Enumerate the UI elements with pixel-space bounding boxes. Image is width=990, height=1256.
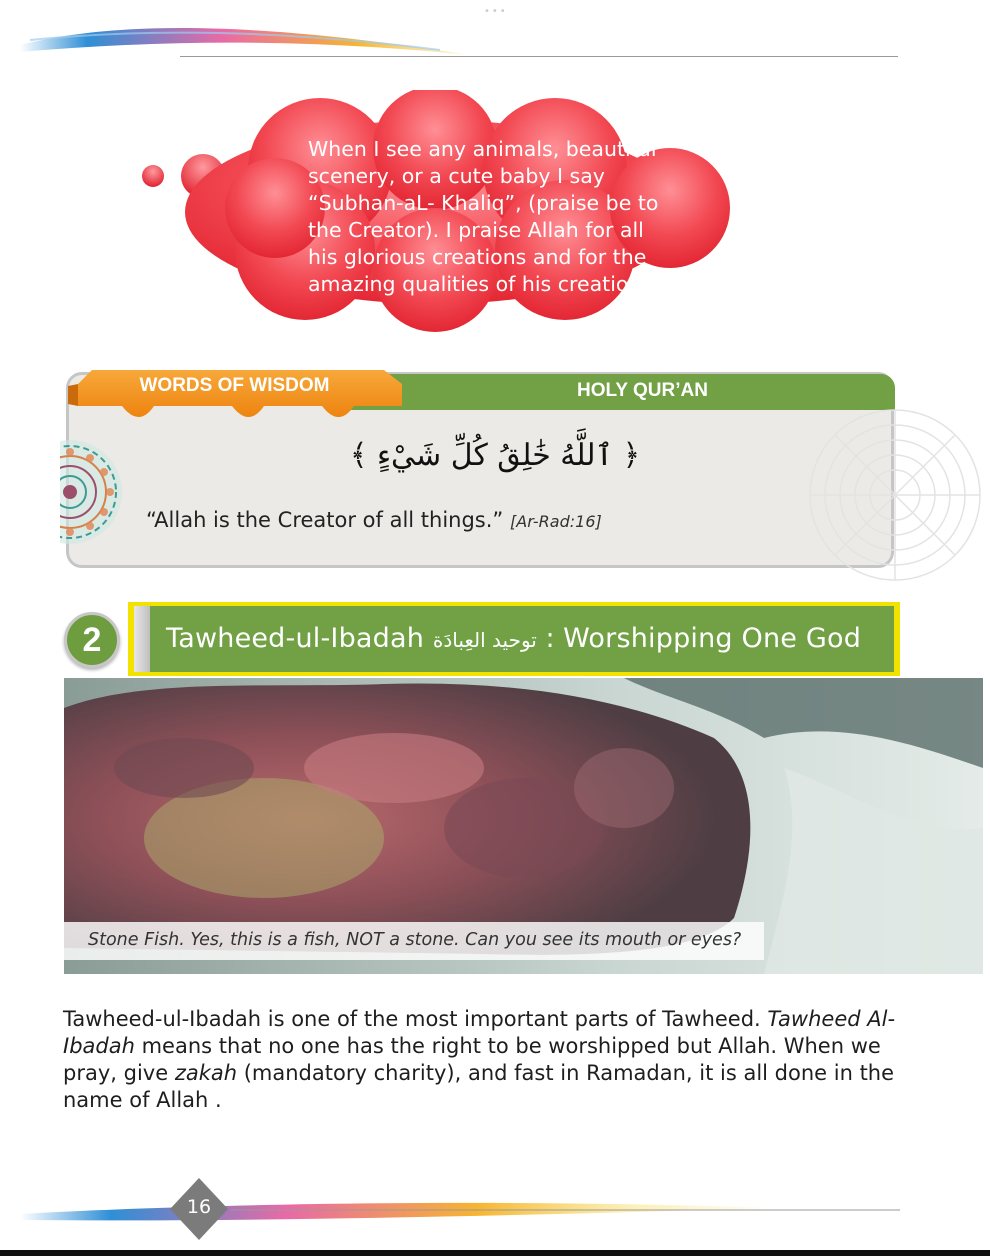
bubble-line: scenery, or a cute baby I say bbox=[308, 164, 605, 188]
bubble-line: the Creator). I praise Allah for all bbox=[308, 218, 644, 242]
section-title-ar: توحيد العِبادَة bbox=[432, 628, 537, 652]
body-text: (mandatory charity), and fast in Ramadan, it is all done in the name of Allah . bbox=[63, 1061, 895, 1112]
mandala-ornament-icon bbox=[60, 434, 134, 550]
body-text: means that no one has the right to be worshipped but Allah. When we pray, give bbox=[63, 1034, 881, 1085]
body-emphasis: Tawheed Al-Ibadah bbox=[63, 1007, 896, 1058]
bubble-line: When I see any animals, beautiful bbox=[308, 137, 657, 161]
section-number-badge: 2 bbox=[64, 612, 120, 668]
holy-quran-label: HOLY QUR’AN bbox=[577, 380, 708, 401]
body-emphasis: zakah bbox=[174, 1061, 238, 1085]
section-header-edge bbox=[134, 606, 150, 672]
body-paragraph bbox=[63, 1006, 903, 1114]
section-title bbox=[166, 623, 861, 654]
mandala-watermark-icon bbox=[800, 400, 990, 590]
bubble-line: “Subhan-aL- Khaliq”, (praise be to bbox=[308, 191, 659, 215]
page-number: 16 bbox=[186, 1196, 212, 1218]
verse-translation bbox=[146, 508, 602, 532]
section-title-suffix: : Worshipping One God bbox=[545, 623, 862, 654]
section-title-en: Tawheed-ul-Ibadah bbox=[166, 623, 425, 654]
wisdom-tab-label: WORDS OF WISDOM bbox=[139, 375, 330, 396]
bubble-line: amazing qualities of his creations. bbox=[308, 272, 659, 296]
top-divider bbox=[180, 56, 898, 57]
verse-reference: [Ar-Rad:16] bbox=[510, 512, 602, 531]
window-handle-icon: ••• bbox=[484, 6, 508, 17]
photo-caption: Stone Fish. Yes, this is a fish, NOT a stone. Can you see its mouth or eyes? bbox=[88, 930, 742, 950]
bottom-swoosh-decoration bbox=[0, 1186, 990, 1246]
bottom-edge bbox=[0, 1250, 990, 1256]
bubble-line: his glorious creations and for the bbox=[308, 245, 647, 269]
bubble-text bbox=[308, 136, 708, 298]
body-text: Tawheed-ul-Ibadah is one of the most important parts of Tawheed. bbox=[63, 1007, 768, 1031]
translation-text: “Allah is the Creator of all things.” bbox=[146, 508, 504, 532]
arabic-verse: ﴿ ٱللَّهُ خَٰلِقُ كُلِّ شَيْءٍ ﴾ bbox=[349, 438, 641, 473]
